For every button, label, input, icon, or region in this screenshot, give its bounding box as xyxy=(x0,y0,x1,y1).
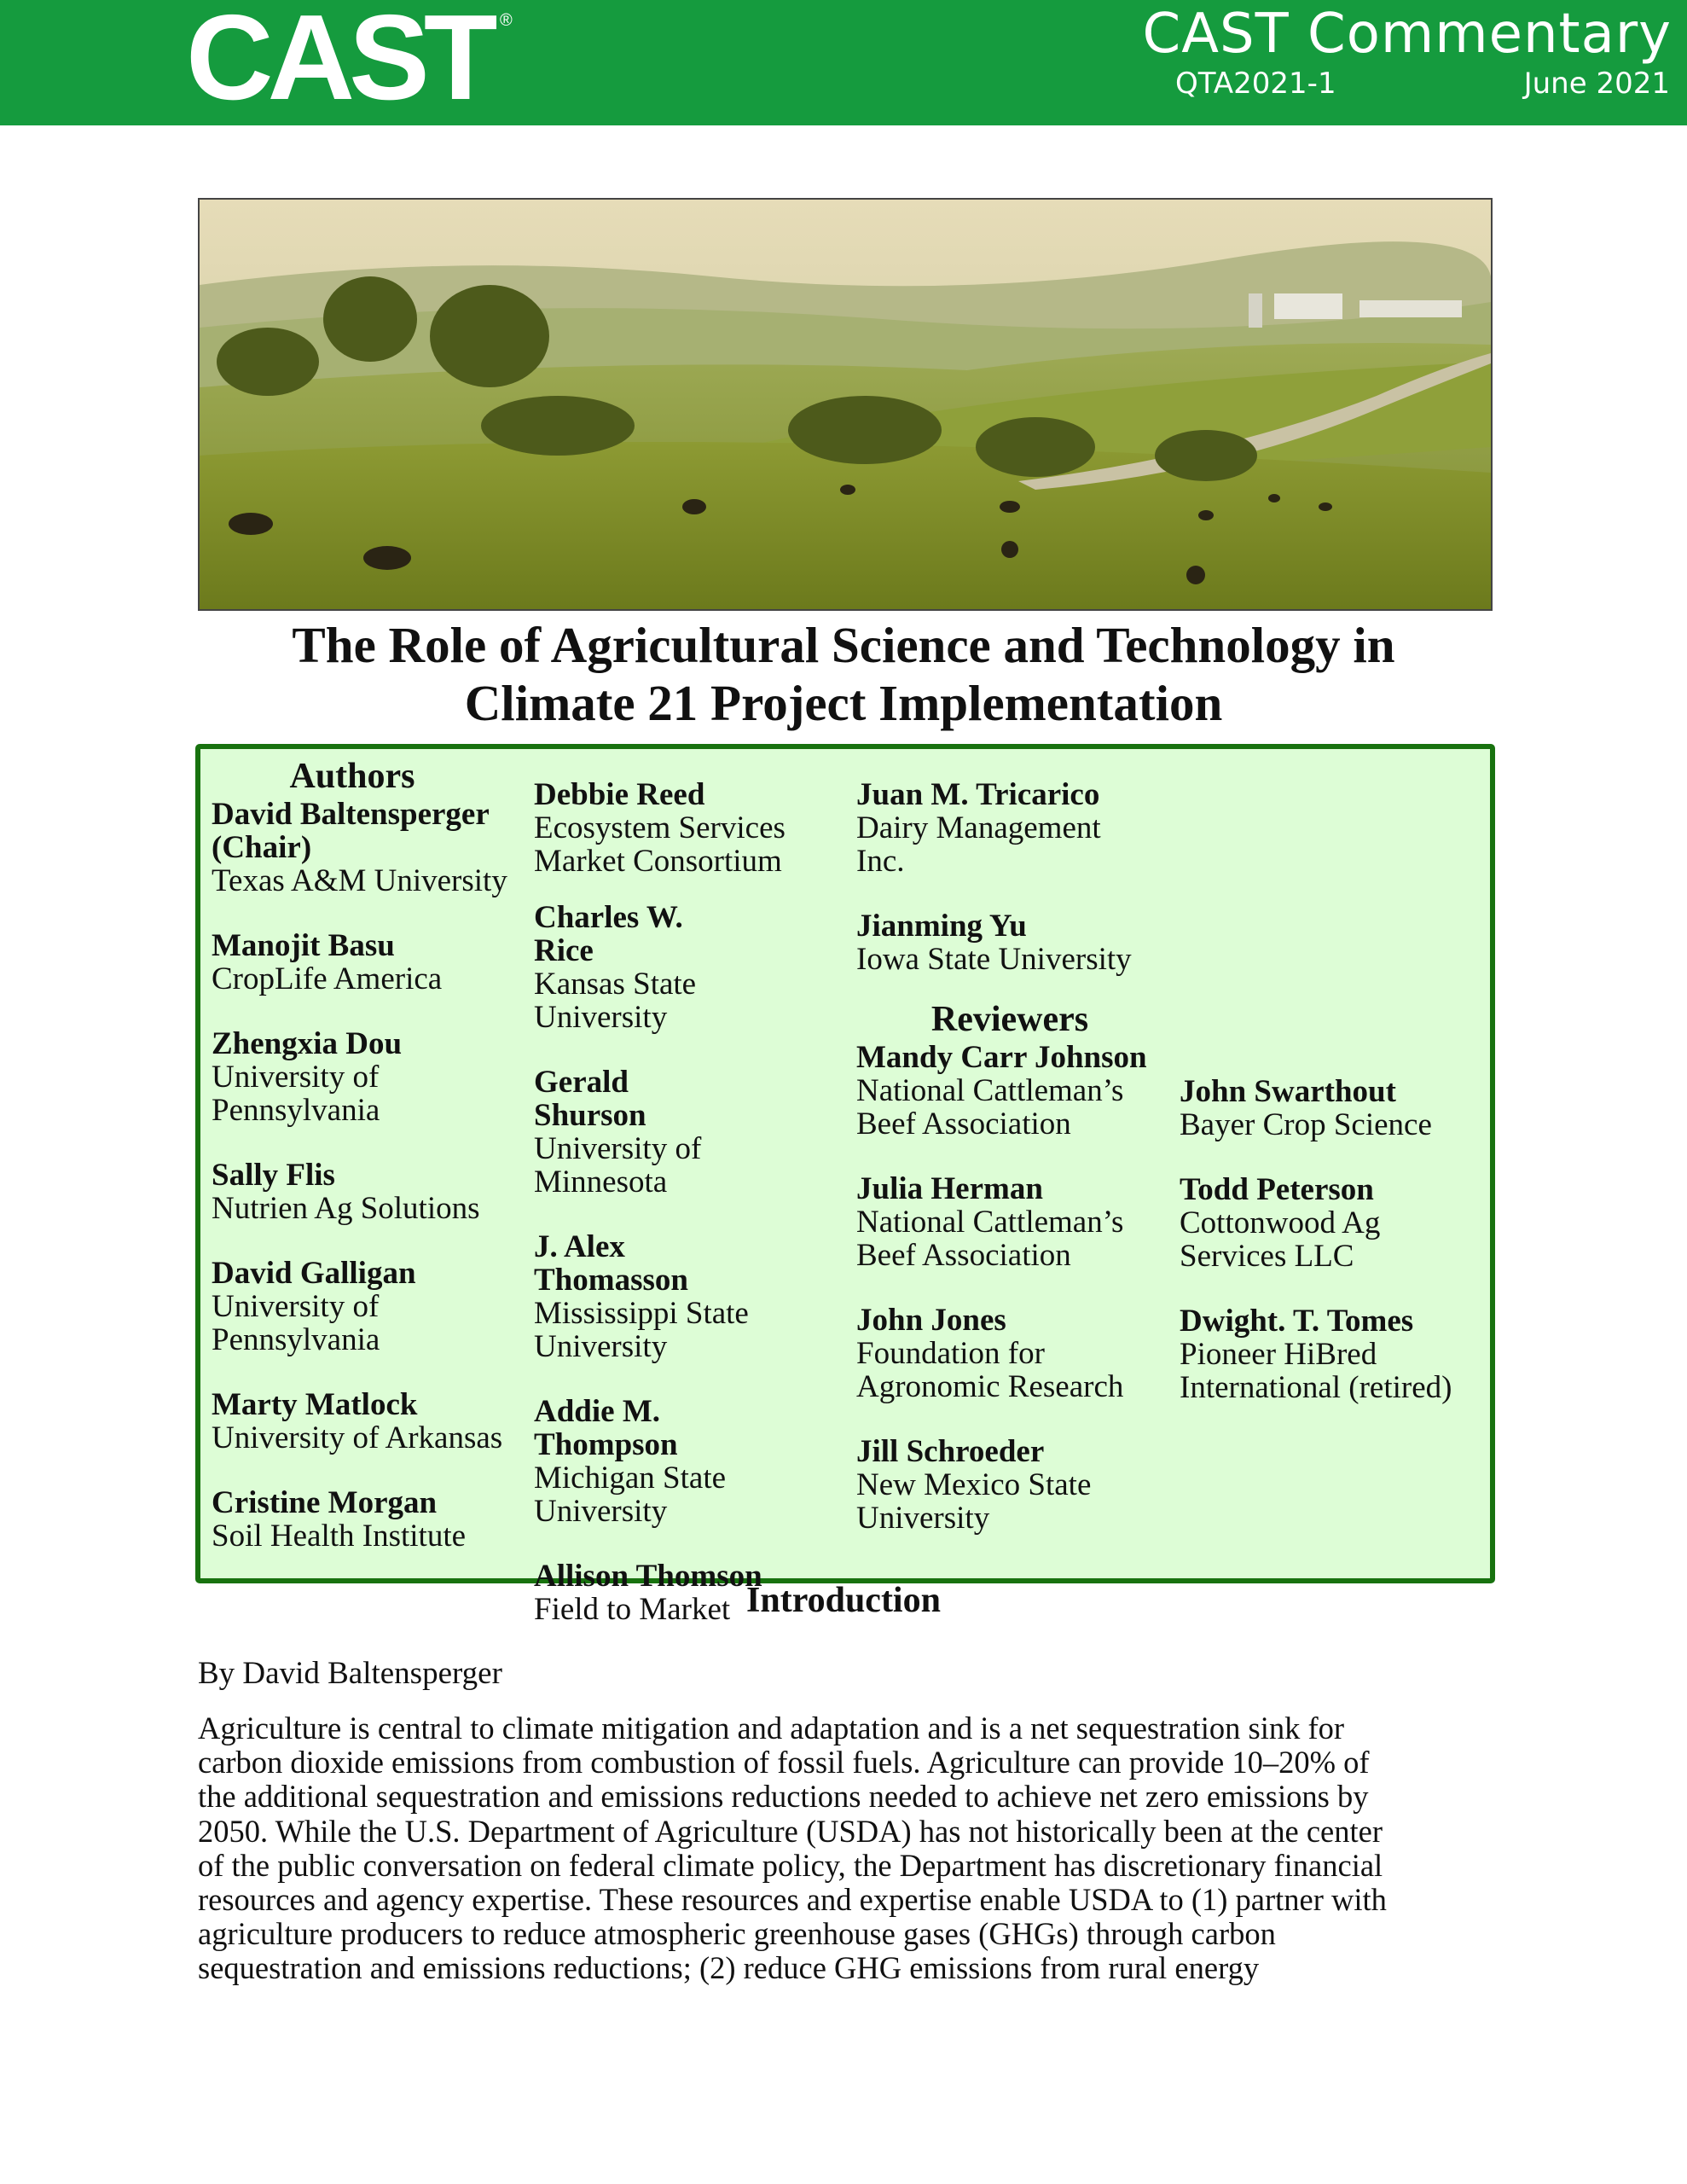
reviewer-affiliation: National Cattleman’s Beef Association xyxy=(856,1205,1124,1273)
author-entry xyxy=(534,778,815,878)
author-entry xyxy=(212,1159,523,1225)
author-affiliation: Ecosystem Services Market Consortium xyxy=(534,810,786,879)
reviewer-entry xyxy=(856,1172,1155,1272)
author-entry xyxy=(212,1388,523,1455)
reviewer-name: Jill Schroeder xyxy=(856,1434,1045,1469)
author-entry xyxy=(856,909,1172,976)
reviewer-name: Dwight. T. Tomes xyxy=(1180,1304,1414,1339)
reviewer-entry xyxy=(856,1435,1112,1535)
author-entry xyxy=(534,1395,756,1528)
publication-code: QTA2021-1 xyxy=(1175,67,1336,101)
farmland-photo xyxy=(198,198,1493,611)
title-line-2: Climate 21 Project Implementation xyxy=(464,675,1223,731)
publication-date: June 2021 xyxy=(1523,67,1670,101)
byline: By David Baltensperger xyxy=(198,1656,502,1691)
reviewer-name: Julia Herman xyxy=(856,1171,1043,1206)
author-name: Marty Matlock xyxy=(212,1387,418,1422)
author-affiliation: Mississippi State University xyxy=(534,1296,749,1364)
author-affiliation: Kansas State University xyxy=(534,967,697,1035)
reviewer-entry xyxy=(1180,1173,1418,1273)
author-name: Debbie Reed xyxy=(534,777,705,812)
introduction-heading: Introduction xyxy=(746,1581,941,1620)
authors-column-1 xyxy=(212,749,523,1553)
reviewer-affiliation: National Cattleman’s Beef Association xyxy=(856,1073,1124,1141)
author-affiliation: Dairy Management Inc. xyxy=(856,810,1101,879)
author-entry xyxy=(534,1066,739,1199)
reviewer-affiliation: New Mexico State University xyxy=(856,1467,1092,1536)
author-affiliation: University of Arkansas xyxy=(212,1420,503,1455)
authors-column-2 xyxy=(534,778,841,1626)
author-affiliation: Texas A&M University xyxy=(212,863,507,898)
reviewer-entry xyxy=(1180,1304,1474,1404)
reviewer-affiliation: Foundation for Agronomic Research xyxy=(856,1336,1124,1404)
author-name: Manojit Basu xyxy=(212,928,395,963)
reviewers-column-4 xyxy=(1180,1075,1478,1404)
author-entry xyxy=(534,901,739,1034)
author-name: Cristine Morgan xyxy=(212,1485,438,1520)
paragraph-line: agriculture producers to reduce atmospheric greenhouse gases (GHGs) through carbon xyxy=(198,1916,1276,1952)
author-affiliation: Nutrien Ag Solutions xyxy=(212,1191,480,1226)
reviewer-affiliation: Cottonwood Ag Services LLC xyxy=(1180,1205,1381,1274)
cast-logo xyxy=(186,0,513,125)
author-name: Charles W. Rice xyxy=(534,900,683,968)
author-name: Gerald Shurson xyxy=(534,1065,646,1133)
author-affiliation: CropLife America xyxy=(212,961,443,996)
author-name: Jianming Yu xyxy=(856,909,1027,944)
document-title xyxy=(0,616,1687,732)
paragraph-line: of the public conversation on federal climate policy, the Department has discretionary financial xyxy=(198,1847,1383,1883)
author-affiliation: University of Minnesota xyxy=(534,1131,702,1199)
author-entry xyxy=(212,1486,523,1553)
author-affiliation: Soil Health Institute xyxy=(212,1519,467,1554)
author-name: Addie M. Thompson xyxy=(534,1394,678,1462)
author-affiliation: Michigan State University xyxy=(534,1461,727,1529)
reviewer-name: John Jones xyxy=(856,1303,1006,1338)
authors-heading: Authors xyxy=(289,757,415,796)
author-entry xyxy=(212,929,523,996)
author-affiliation: University of Pennsylvania xyxy=(212,1289,380,1357)
author-affiliation: Iowa State University xyxy=(856,942,1132,977)
author-name: Allison Thomson xyxy=(534,1559,762,1594)
paragraph-line: 2050. While the U.S. Department of Agriculture (USDA) has not historically been at the center xyxy=(198,1813,1383,1849)
series-title: CAST Commentary xyxy=(1142,3,1672,66)
paragraph-line: sequestration and emissions reductions; (2) reduce GHG emissions from rural energy xyxy=(198,1950,1260,1986)
header-bar xyxy=(0,0,1687,125)
paragraph-line: the additional sequestration and emissions reductions needed to achieve net zero emissions by xyxy=(198,1779,1369,1815)
paragraph-line: resources and agency expertise. These resources and expertise enable USDA to (1) partner with xyxy=(198,1882,1387,1918)
reviewers-heading: Reviewers xyxy=(930,1000,1089,1039)
author-name: J. Alex Thomasson xyxy=(534,1229,688,1298)
reviewer-entry xyxy=(856,1041,1155,1141)
author-name: David Baltensperger (Chair) xyxy=(212,797,490,865)
paragraph-line: carbon dioxide emissions from combustion of fossil fuels. Agriculture can provide 10–20% of xyxy=(198,1745,1370,1780)
author-affiliation: Field to Market xyxy=(534,1592,731,1627)
reviewer-name: John Swarthout xyxy=(1180,1074,1396,1109)
author-entry xyxy=(212,1257,416,1356)
reviewer-entry xyxy=(856,1304,1155,1403)
reviewer-name: Todd Peterson xyxy=(1180,1172,1374,1207)
logo-text: CAST xyxy=(186,0,492,125)
introduction-paragraph xyxy=(198,1711,1494,1986)
reviewer-affiliation: Pioneer HiBred International (retired) xyxy=(1180,1337,1452,1405)
farmland-illustration xyxy=(200,200,1491,609)
author-name: Juan M. Tricarico xyxy=(856,777,1100,812)
author-name: Sally Flis xyxy=(212,1158,335,1193)
author-entry xyxy=(534,1230,781,1363)
paragraph-line: Agriculture is central to climate mitigation and adaptation and is a net sequestration sink for xyxy=(198,1711,1345,1745)
registered-mark: ® xyxy=(500,11,513,30)
reviewer-affiliation: Bayer Crop Science xyxy=(1180,1107,1432,1142)
author-entry xyxy=(212,798,523,897)
authors-reviewers-column-3 xyxy=(856,778,1172,1535)
author-entry xyxy=(856,778,1138,878)
author-name: Zhengxia Dou xyxy=(212,1026,403,1061)
reviewer-entry xyxy=(1180,1075,1478,1141)
title-line-1: The Role of Agricultural Science and Technology in xyxy=(292,617,1395,673)
author-entry xyxy=(212,1027,416,1127)
reviewer-name: Mandy Carr Johnson xyxy=(856,1040,1147,1075)
author-name: David Galligan xyxy=(212,1256,416,1291)
author-affiliation: University of Pennsylvania xyxy=(212,1060,380,1128)
